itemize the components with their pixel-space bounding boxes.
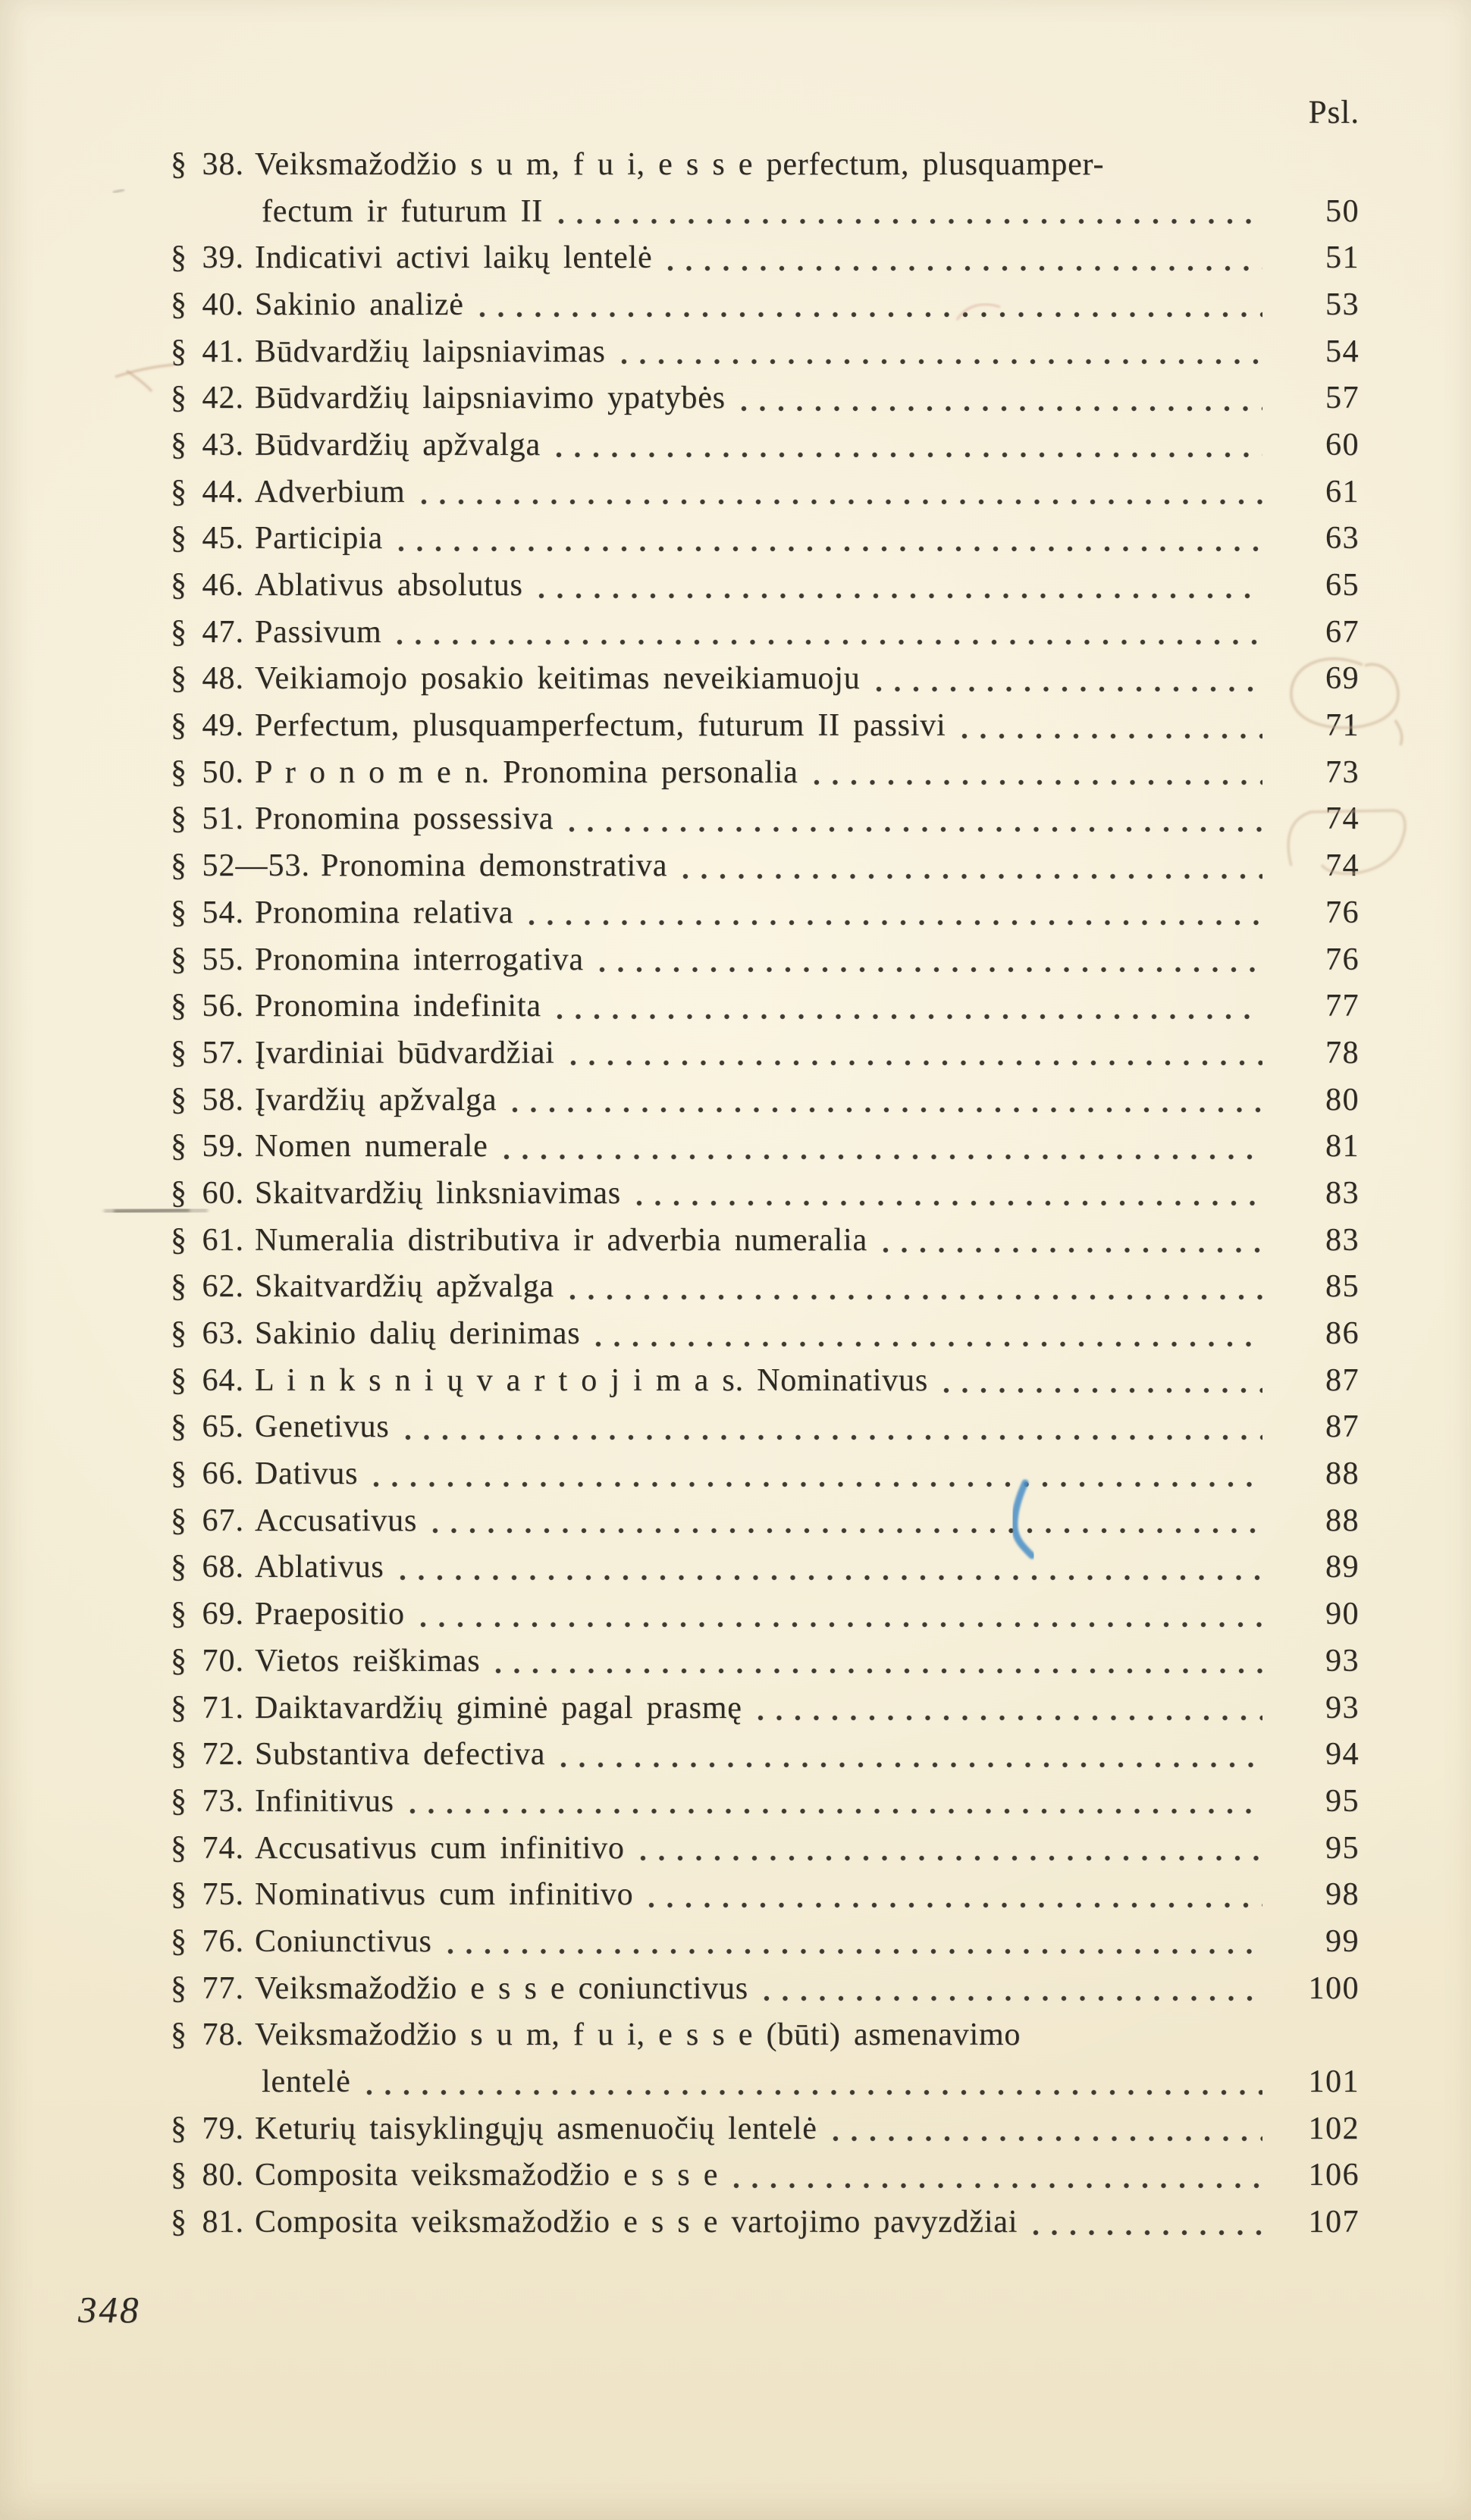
page-number: 93 (1325, 1643, 1360, 1678)
toc-entry (171, 702, 1360, 749)
section-number: § 69. (171, 1597, 244, 1632)
toc-entry (171, 2199, 1360, 2246)
section-number: § 64. (171, 1362, 244, 1398)
page-number: 83 (1325, 1222, 1360, 1258)
section-number: § 44. (171, 474, 244, 509)
section-title: Passivum (255, 614, 382, 650)
section-title: Veiksmažodžio s u m, f u i, e s s e perfectum, plusquamper- (255, 146, 1105, 182)
dotted-leader (405, 1434, 1263, 1441)
page-number: 63 (1325, 521, 1360, 556)
page-number: 61 (1325, 474, 1360, 509)
section-title: Pronomina demonstrativa (321, 848, 668, 884)
section-number: § 55. (171, 942, 244, 977)
section-number: § 49. (171, 708, 244, 744)
page-number: 99 (1325, 1923, 1360, 1959)
section-title: Infinitivus (255, 1783, 394, 1819)
toc-entry (171, 1217, 1360, 1264)
dotted-leader (397, 639, 1262, 646)
section-number: § 76. (171, 1923, 244, 1959)
page-number: 76 (1325, 895, 1360, 930)
page-number: 100 (1308, 1970, 1360, 2006)
section-title: P r o n o m e n. Pronomina personalia (255, 754, 798, 790)
dotted-leader (558, 218, 1262, 225)
toc-entry (171, 1357, 1360, 1404)
dotted-leader (447, 1948, 1262, 1955)
section-number: § 54. (171, 895, 244, 930)
dotted-leader (560, 1762, 1262, 1769)
toc-entry-continuation (171, 2058, 1360, 2105)
section-title: Perfectum, plusquamperfectum, futurum II passivi (255, 708, 946, 744)
section-title: Pronomina possessiva (255, 801, 554, 837)
page-number: 74 (1325, 801, 1360, 837)
page-number: 88 (1325, 1503, 1360, 1538)
section-title: Ablativus absolutus (255, 568, 523, 603)
page-number: 98 (1325, 1877, 1360, 1913)
dotted-leader (420, 1622, 1262, 1628)
page-number: 69 (1325, 661, 1360, 697)
section-number: § 50. (171, 754, 244, 790)
dotted-leader (682, 873, 1262, 880)
dotted-leader (432, 1528, 1262, 1534)
section-number: § 68. (171, 1550, 244, 1585)
dotted-leader (640, 1855, 1262, 1862)
section-number: § 74. (171, 1830, 244, 1866)
dotted-leader (479, 312, 1262, 318)
section-number: § 60. (171, 1175, 244, 1211)
page-number: 101 (1308, 2064, 1360, 2100)
toc-entry (171, 1638, 1360, 1685)
section-title: Nomen numerale (255, 1129, 488, 1164)
toc-entry (171, 375, 1360, 422)
toc-entry (171, 889, 1360, 936)
section-title: Nominativus cum infinitivo (255, 1877, 634, 1913)
page-number: 78 (1325, 1035, 1360, 1070)
page-number: 77 (1325, 989, 1360, 1024)
section-number: § 61. (171, 1222, 244, 1258)
page-number: 67 (1325, 614, 1360, 650)
section-title-continuation: lentelė (262, 2064, 351, 2100)
page-number: 93 (1325, 1690, 1360, 1725)
page-number: 54 (1325, 334, 1360, 369)
section-number: § 72. (171, 1737, 244, 1772)
section-title: Būdvardžių laipsniavimas (255, 334, 606, 369)
toc-entry (171, 609, 1360, 656)
dotted-leader (373, 1481, 1262, 1488)
dotted-leader (570, 1060, 1262, 1067)
section-title: Dativus (255, 1456, 359, 1492)
section-number: § 47. (171, 614, 244, 650)
page-number: 76 (1325, 942, 1360, 977)
section-number: § 80. (171, 2158, 244, 2193)
section-number: § 58. (171, 1082, 244, 1117)
page-number: 95 (1325, 1783, 1360, 1819)
page-number: 89 (1325, 1550, 1360, 1585)
page-number: 87 (1325, 1362, 1360, 1398)
page-number: 94 (1325, 1737, 1360, 1772)
page-number: 83 (1325, 1175, 1360, 1211)
page-number: 107 (1308, 2205, 1360, 2240)
dotted-leader (764, 1995, 1262, 2002)
toc-entry (171, 1030, 1360, 1077)
toc-entry (171, 2152, 1360, 2199)
section-number: § 81. (171, 2205, 244, 2240)
toc-entry (171, 936, 1360, 983)
section-title: Daiktavardžių giminė pagal prasmę (255, 1690, 742, 1725)
toc-entry (171, 1685, 1360, 1732)
toc-entry (171, 749, 1360, 796)
section-title: Indicativi activi laikų lentelė (255, 240, 653, 276)
dotted-leader (569, 1294, 1262, 1301)
dotted-leader (636, 1200, 1262, 1207)
section-number: § 65. (171, 1409, 244, 1445)
section-number: § 43. (171, 427, 244, 462)
toc-entry-continuation (171, 188, 1360, 235)
section-title: Composita veiksmažodžio e s s e vartojimo pavyzdžiai (255, 2205, 1018, 2240)
page-folio-number: 348 (78, 2289, 141, 2330)
page-number: 106 (1308, 2158, 1360, 2193)
dotted-leader (556, 452, 1262, 459)
section-title: Skaitvardžių linksniavimas (255, 1175, 621, 1211)
dotted-leader (1033, 2230, 1262, 2236)
toc-entry (171, 1731, 1360, 1778)
toc-entry (171, 1264, 1360, 1311)
page-number: 95 (1325, 1830, 1360, 1866)
toc-entry (171, 1825, 1360, 1872)
section-number: § 56. (171, 989, 244, 1024)
section-title: Praepositio (255, 1597, 405, 1632)
section-title: Vietos reiškimas (255, 1643, 481, 1678)
dotted-leader (621, 359, 1262, 365)
dotted-leader (648, 1902, 1262, 1909)
section-title: Keturių taisyklingųjų asmenuočių lentelė (255, 2111, 817, 2146)
toc-entry (171, 983, 1360, 1030)
table-of-contents (0, 141, 1471, 2246)
section-title-continuation: fectum ir futurum II (262, 193, 544, 229)
page-number: 71 (1325, 708, 1360, 744)
dotted-leader (876, 686, 1263, 693)
section-number: § 42. (171, 381, 244, 416)
section-title: Participia (255, 521, 383, 556)
section-number: § 41. (171, 334, 244, 369)
section-number: § 62. (171, 1269, 244, 1305)
dotted-leader (398, 546, 1262, 553)
section-title: Veiksmažodžio s u m, f u i, e s s e (būti) asmenavimo (255, 2017, 1021, 2053)
dotted-leader (503, 1154, 1262, 1161)
section-title: Sakinio dalių derinimas (255, 1316, 581, 1352)
page-number: 51 (1325, 240, 1360, 276)
toc-entry (171, 281, 1360, 328)
section-title: Būdvardžių apžvalga (255, 427, 541, 462)
page-number: 57 (1325, 381, 1360, 416)
section-number: § 51. (171, 801, 244, 837)
toc-entry (171, 1918, 1360, 1965)
dotted-leader (733, 2183, 1262, 2189)
dotted-leader (961, 733, 1262, 740)
section-number: § 78. (171, 2017, 244, 2053)
section-title: Numeralia distributiva ir adverbia numeralia (255, 1222, 867, 1258)
section-title: Adverbium (255, 474, 406, 509)
section-number: § 48. (171, 661, 244, 697)
section-number: § 45. (171, 521, 244, 556)
page-column-header: Psl. (1308, 95, 1360, 130)
dotted-leader (557, 1014, 1262, 1020)
toc-entry (171, 1497, 1360, 1544)
page-number: 87 (1325, 1409, 1360, 1445)
page-number: 53 (1325, 287, 1360, 322)
section-title: Skaitvardžių apžvalga (255, 1269, 554, 1305)
section-number: § 67. (171, 1503, 244, 1538)
section-title: Accusativus (255, 1503, 418, 1538)
section-title: Sakinio analizė (255, 287, 464, 322)
section-number: § 59. (171, 1129, 244, 1164)
section-title: L i n k s n i ų v a r t o j i m a s. Nominativus (255, 1362, 928, 1398)
dotted-leader (833, 2136, 1262, 2142)
dotted-leader (538, 593, 1262, 600)
toc-entry (171, 1310, 1360, 1357)
page-number: 80 (1325, 1082, 1360, 1117)
section-title: Coniunctivus (255, 1923, 432, 1959)
page-number: 50 (1325, 193, 1360, 229)
section-title: Composita veiksmažodžio e s s e (255, 2158, 719, 2193)
toc-entry (171, 1404, 1360, 1451)
section-number: § 79. (171, 2111, 244, 2146)
section-title: Pronomina relativa (255, 895, 514, 930)
toc-entry (171, 1778, 1360, 1825)
dotted-leader (400, 1575, 1262, 1581)
page-number: 73 (1325, 754, 1360, 790)
dotted-leader (814, 779, 1262, 786)
section-number: § 52—53. (171, 848, 310, 884)
section-number: § 40. (171, 287, 244, 322)
page-number: 60 (1325, 427, 1360, 462)
dotted-leader (495, 1668, 1262, 1675)
toc-entry (171, 328, 1360, 375)
section-number: § 57. (171, 1035, 244, 1070)
section-number: § 70. (171, 1643, 244, 1678)
toc-entry (171, 842, 1360, 889)
dotted-leader (409, 1808, 1262, 1815)
dotted-leader (569, 826, 1262, 833)
section-title: Ablativus (255, 1550, 384, 1585)
section-title: Substantiva defectiva (255, 1737, 546, 1772)
toc-entry (171, 656, 1360, 703)
toc-entry (171, 234, 1360, 281)
toc-entry (171, 1544, 1360, 1591)
dotted-leader (757, 1715, 1262, 1722)
toc-entry (171, 1170, 1360, 1217)
toc-entry (171, 1591, 1360, 1638)
dotted-leader (943, 1387, 1262, 1394)
section-title: Įvardiniai būdvardžiai (255, 1035, 555, 1070)
dotted-leader (595, 1341, 1262, 1348)
toc-entry (171, 516, 1360, 563)
section-title: Veiksmažodžio e s s e coniunctivus (255, 1970, 748, 2006)
dotted-leader (512, 1107, 1262, 1114)
toc-entry (171, 422, 1360, 469)
section-title: Pronomina indefinita (255, 989, 541, 1024)
page-number: 86 (1325, 1316, 1360, 1352)
section-title: Būdvardžių laipsniavimo ypatybės (255, 381, 726, 416)
section-number: § 71. (171, 1690, 244, 1725)
page-number: 90 (1325, 1597, 1360, 1632)
section-title: Pronomina interrogativa (255, 942, 584, 977)
page-number: 102 (1308, 2111, 1360, 2146)
section-number: § 77. (171, 1970, 244, 2006)
section-number: § 63. (171, 1316, 244, 1352)
section-number: § 39. (171, 240, 244, 276)
dotted-leader (667, 265, 1262, 272)
section-title: Įvardžių apžvalga (255, 1082, 497, 1117)
section-number: § 66. (171, 1456, 244, 1492)
toc-entry (171, 1965, 1360, 2012)
dotted-leader (883, 1247, 1262, 1254)
dotted-leader (421, 499, 1263, 506)
toc-entry (171, 2105, 1360, 2152)
page-number: 74 (1325, 848, 1360, 884)
section-title: Accusativus cum infinitivo (255, 1830, 625, 1866)
toc-entry (171, 1077, 1360, 1124)
page-number: 85 (1325, 1269, 1360, 1305)
toc-entry (171, 562, 1360, 609)
toc-entry (171, 796, 1360, 843)
toc-entry (171, 141, 1360, 188)
section-number: § 73. (171, 1783, 244, 1819)
section-number: § 46. (171, 568, 244, 603)
page-number: 88 (1325, 1456, 1360, 1492)
toc-entry (171, 469, 1360, 516)
page-number: 81 (1325, 1129, 1360, 1164)
page-number: 65 (1325, 568, 1360, 603)
section-number: § 75. (171, 1877, 244, 1913)
dotted-leader (366, 2089, 1262, 2096)
dotted-leader (599, 967, 1262, 973)
toc-entry (171, 1123, 1360, 1170)
section-number: § 38. (171, 146, 244, 182)
dotted-leader (741, 406, 1262, 412)
section-title: Genetivus (255, 1409, 390, 1445)
dotted-leader (528, 920, 1262, 926)
toc-entry (171, 2012, 1360, 2059)
toc-entry (171, 1871, 1360, 1918)
section-title: Veikiamojo posakio keitimas neveikiamuoju (255, 661, 861, 697)
toc-entry (171, 1450, 1360, 1497)
